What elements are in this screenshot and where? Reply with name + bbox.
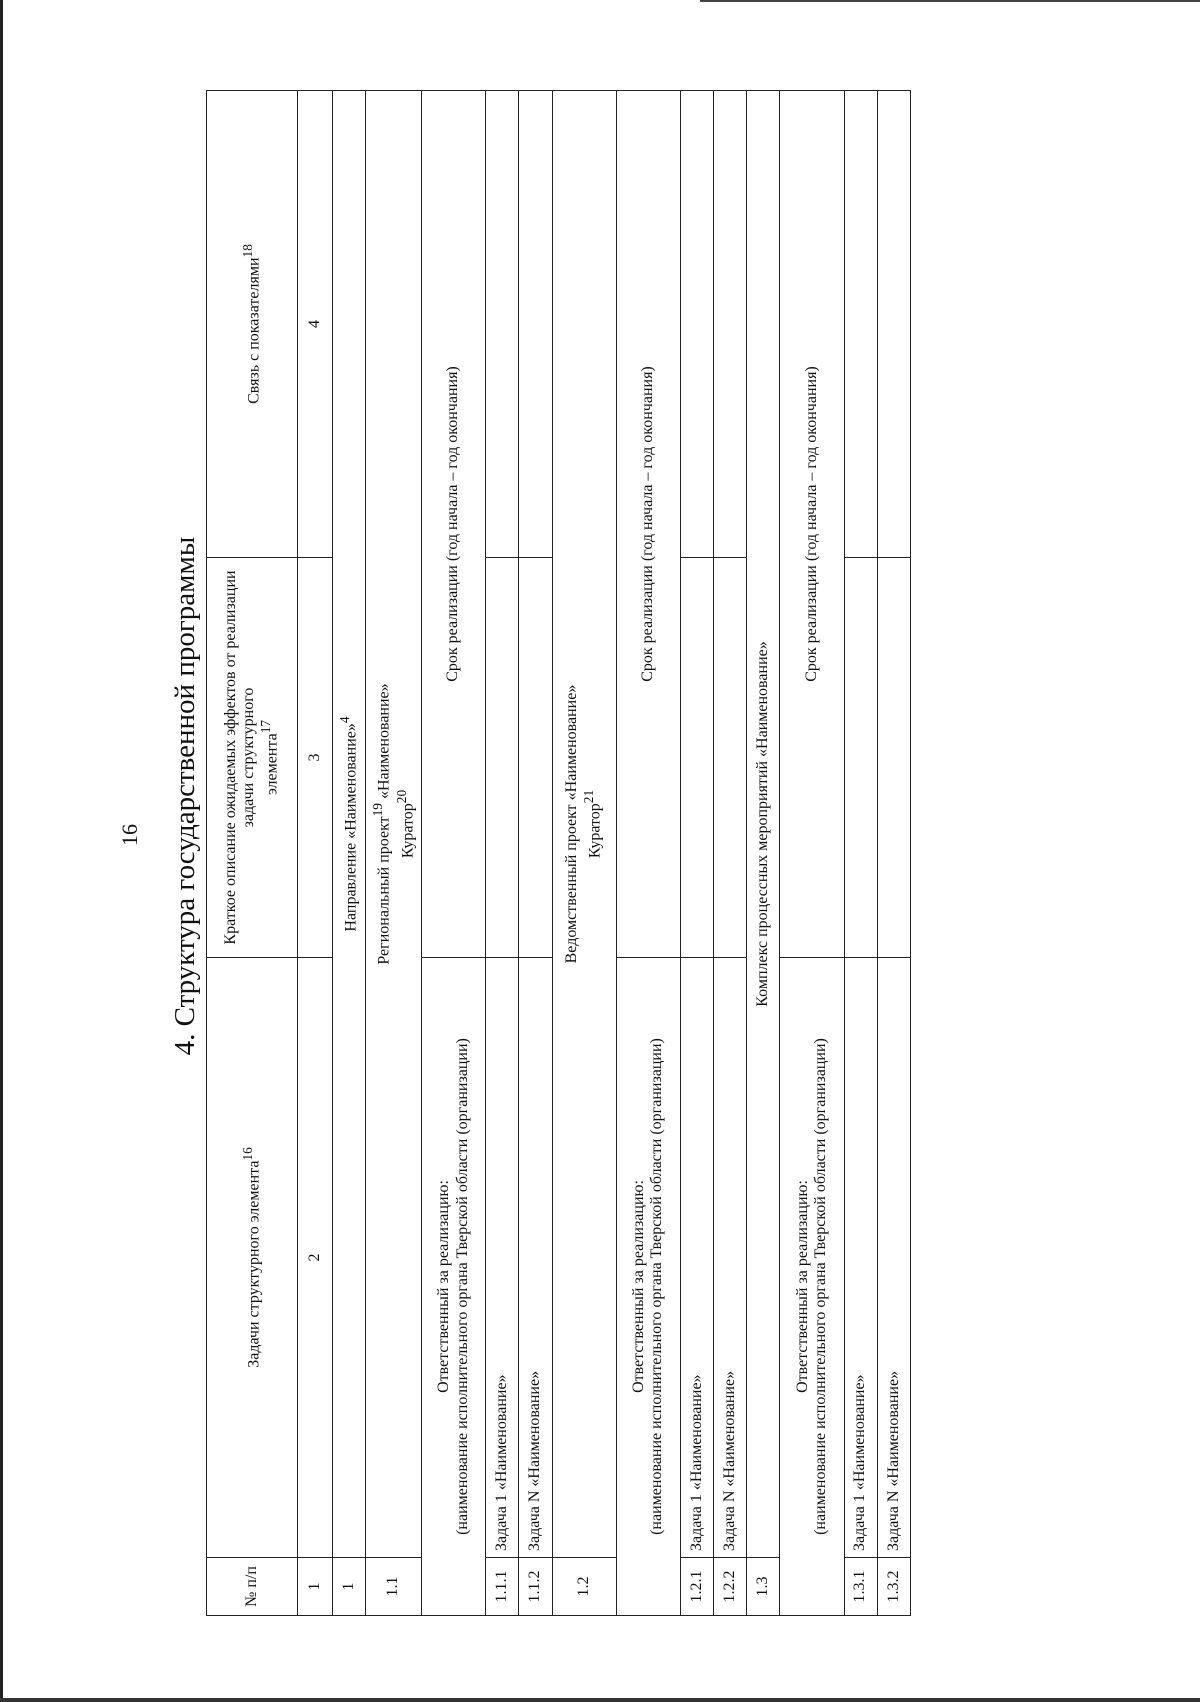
header-tasks [207,958,298,1558]
implementation-period-cell: Срок реализации (год начала – год окончания) [616,91,680,958]
scan-edge [0,1698,1200,1702]
footnote-ref: 4 [337,716,353,724]
direction-cell [333,91,366,1558]
row-number: 1.1.2 [519,1558,552,1616]
structure-table [206,90,911,1616]
table-row [877,91,910,1616]
row-number: 1.1 [366,1558,422,1616]
curator-label: Куратор [586,803,604,859]
table-row [747,91,780,1616]
scan-edge [0,0,3,1702]
empty-cell [714,558,747,958]
empty-cell [519,558,552,958]
table-row [366,91,422,1616]
empty-cell [680,91,713,558]
row-number: 1 [333,1558,366,1616]
header-effects-text: Краткое описание ожидаемых эффектов от реализации задачи структурного [221,570,257,945]
footnote-ref: 19 [369,803,385,817]
curator-label: Куратор [398,803,416,859]
responsible-label: Ответственный за реализацию: [629,1180,647,1393]
scan-edge [700,0,1200,2]
table-row [552,91,616,1616]
row-number: 1.2 [552,1558,616,1616]
row-number: 1.2.2 [714,1558,747,1616]
empty-cell [877,91,910,558]
header-effects-text-2: элемента [263,733,281,796]
structure-table-frame [206,91,911,1616]
responsible-label: Ответственный за реализацию: [435,1180,453,1393]
responsible-cell [780,958,844,1616]
row-number: 1.3 [747,1558,780,1616]
column-number: 4 [297,91,332,558]
task-cell: Задача 1 «Наименование» [680,958,713,1558]
departmental-project-text: Ведомственный проект «Наименование» [563,684,581,964]
row-number: 1.2.1 [680,1558,713,1616]
responsible-organ: (наименование исполнительного органа Тверской области (организации) [811,1038,829,1535]
empty-cell [519,91,552,558]
row-number: 1.1.1 [486,1558,519,1616]
regional-project-name: «Наименование» [375,683,393,804]
footnote-ref: 18 [239,244,255,258]
footnote-ref: 16 [239,1147,255,1161]
implementation-period-cell: Срок реализации (год начала – год окончания) [780,91,844,958]
table-row [422,91,486,1616]
empty-cell [486,558,519,958]
responsible-label: Ответственный за реализацию: [793,1180,811,1393]
empty-cell [877,558,910,958]
row-number: 1.3.2 [877,1558,910,1616]
responsible-organ: (наименование исполнительного органа Тверской области (организации) [648,1038,666,1535]
table-row [616,91,680,1616]
page-title: 4. Структура государственной программы [169,536,201,1056]
task-cell: Задача 1 «Наименование» [486,958,519,1558]
table-row [680,91,713,1616]
task-cell: Задача 1 «Наименование» [844,958,877,1558]
regional-project-text: Региональный проект [375,816,393,965]
footnote-ref: 21 [581,789,597,804]
task-cell: Задача N «Наименование» [877,958,910,1558]
footnote-ref: 20 [393,789,409,804]
task-cell: Задача N «Наименование» [714,958,747,1558]
page-number: 16 [117,824,142,846]
row-number: 1.3.1 [844,1558,877,1616]
column-number: 3 [297,558,332,958]
empty-cell [844,558,877,958]
empty-cell [486,91,519,558]
table-row [519,91,552,1616]
column-number: 2 [297,958,332,1558]
table-row [333,91,366,1616]
table-row [297,91,332,1616]
table-row [486,91,519,1616]
header-effects [207,558,298,958]
table-row [844,91,877,1616]
responsible-cell [422,958,486,1616]
header-indicators [207,91,298,558]
column-number: 1 [297,1558,332,1616]
header-tasks-text: Задачи структурного элемента [245,1160,263,1368]
table-row [714,91,747,1616]
footnote-ref: 17 [258,719,274,734]
table-row [780,91,844,1616]
regional-project-cell [366,91,422,1558]
responsible-cell [616,958,680,1616]
responsible-organ: (наименование исполнительного органа Тверской области (организации) [453,1038,471,1535]
empty-cell [714,91,747,558]
task-cell: Задача N «Наименование» [519,958,552,1558]
implementation-period-cell: Срок реализации (год начала – год окончания) [422,91,486,958]
process-complex-cell: Комплекс процессных мероприятий «Наименование» [747,91,780,1558]
header-indicators-text: Связь с показателями [245,257,263,404]
table-header-row [207,91,298,1616]
header-number: № п/п [207,1558,298,1616]
empty-cell [680,558,713,958]
empty-cell [844,91,877,558]
direction-text: Направление «Наименование» [342,723,360,932]
departmental-project-cell [552,91,616,1558]
